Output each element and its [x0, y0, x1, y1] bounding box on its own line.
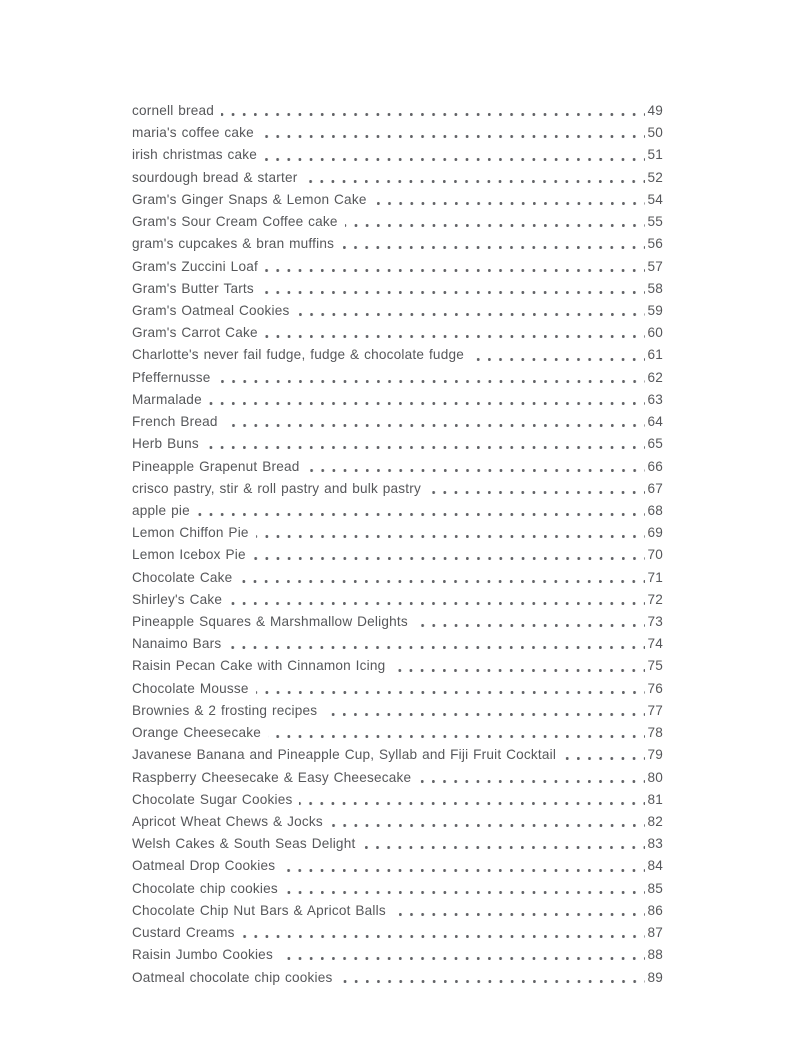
toc-entry-title: Gram's Butter Tarts: [132, 280, 254, 296]
dot-leader: [340, 967, 646, 989]
toc-entry-title: Gram's Sour Cream Coffee cake: [132, 214, 338, 230]
toc-entry-page-number: 61: [647, 347, 663, 363]
dot-leader: [239, 567, 645, 589]
dot-leader: [418, 767, 645, 789]
toc-entry: [132, 878, 663, 900]
dot-leader: [256, 522, 645, 544]
toc-entry: [132, 678, 663, 700]
toc-entry-page-number: 83: [647, 836, 663, 852]
toc-entry-page-number: 89: [647, 969, 663, 985]
toc-entry-title: sourdough bread & starter: [132, 169, 298, 185]
dot-leader: [304, 167, 645, 189]
toc-entry-title: Herb Buns: [132, 436, 199, 452]
toc-entry: [132, 433, 663, 455]
toc-entry: [132, 100, 663, 122]
toc-entry: [132, 300, 663, 322]
toc-entry-title: Raisin Jumbo Cookies: [132, 947, 273, 963]
toc-entry-title: Orange Cheesecake: [132, 725, 261, 741]
dot-leader: [253, 544, 645, 566]
toc-entry: [132, 611, 663, 633]
toc-entry-page-number: 55: [647, 214, 663, 230]
toc-entry-title: Chocolate chip cookies: [132, 880, 278, 896]
toc-entry-title: Shirley's Cake: [132, 591, 223, 607]
toc-entry-title: Gram's Ginger Snaps & Lemon Cake: [132, 191, 367, 207]
dot-leader: [206, 433, 645, 455]
dot-leader: [393, 900, 645, 922]
toc-entry-page-number: 68: [647, 502, 663, 518]
toc-entry-title: gram's cupcakes & bran muffins: [132, 236, 335, 252]
dot-leader: [297, 300, 645, 322]
toc-entry-page-number: 78: [647, 725, 663, 741]
toc-entry-page-number: 86: [647, 902, 663, 918]
toc-entry: [132, 789, 663, 811]
toc-entry-title: cornell bread: [132, 103, 215, 118]
toc-entry-page-number: 62: [647, 369, 663, 385]
dot-leader: [345, 211, 645, 233]
dot-leader: [330, 811, 645, 833]
dot-leader: [285, 878, 645, 900]
toc-entry-title: Pfeffernusse: [132, 369, 211, 385]
toc-entry-title: Oatmeal Drop Cookies: [132, 858, 276, 874]
toc-entry: [132, 811, 663, 833]
dot-leader: [307, 456, 645, 478]
table-of-contents-list: [132, 100, 663, 989]
dot-leader: [265, 256, 645, 278]
dot-leader: [392, 655, 645, 677]
toc-entry-title: Pineapple Grapenut Bread: [132, 458, 300, 474]
toc-entry-page-number: 71: [647, 569, 663, 585]
toc-entry: [132, 522, 663, 544]
dot-leader: [282, 855, 645, 877]
dot-leader: [563, 744, 645, 766]
toc-entry-page-number: 54: [647, 191, 663, 207]
toc-entry-page-number: 80: [647, 769, 663, 785]
toc-entry: [132, 189, 663, 211]
dot-leader: [209, 389, 645, 411]
dot-leader: [261, 278, 645, 300]
toc-entry-page-number: 60: [647, 325, 663, 341]
toc-entry-title: Lemon Chiffon Pie: [132, 525, 249, 541]
toc-entry: [132, 122, 663, 144]
toc-entry: [132, 256, 663, 278]
toc-entry: [132, 633, 663, 655]
toc-entry: [132, 478, 663, 500]
dot-leader: [268, 722, 645, 744]
toc-entry: [132, 278, 663, 300]
toc-entry: [132, 722, 663, 744]
toc-entry-page-number: 67: [647, 480, 663, 496]
toc-entry-page-number: 52: [647, 169, 663, 185]
dot-leader: [299, 789, 645, 811]
toc-entry: [132, 744, 663, 766]
dot-leader: [362, 833, 645, 855]
toc-entry-title: Custard Creams: [132, 925, 235, 941]
toc-entry-title: Gram's Zuccini Loaf: [132, 258, 258, 274]
toc-entry-title: Chocolate Mousse: [132, 680, 249, 696]
toc-entry-title: Chocolate Sugar Cookies: [132, 791, 293, 807]
toc-entry: [132, 411, 663, 433]
toc-entry-page-number: 79: [647, 747, 663, 763]
toc-entry-title: Lemon Icebox Pie: [132, 547, 246, 563]
toc-entry-page-number: 72: [647, 591, 663, 607]
toc-entry-title: Chocolate Cake: [132, 569, 233, 585]
dot-leader: [374, 189, 645, 211]
dot-leader: [264, 144, 645, 166]
dot-leader: [428, 478, 645, 500]
toc-entry-title: Brownies & 2 frosting recipes: [132, 702, 318, 718]
toc-entry-title: crisco pastry, stir & roll pastry and bulk pastry: [132, 480, 421, 496]
toc-entry-page-number: 76: [647, 680, 663, 696]
toc-entry-page-number: 81: [647, 791, 663, 807]
toc-entry: [132, 567, 663, 589]
toc-entry: [132, 589, 663, 611]
dot-leader: [197, 500, 645, 522]
toc-entry-title: maria's coffee cake: [132, 125, 254, 141]
toc-entry: [132, 700, 663, 722]
dot-leader: [228, 633, 645, 655]
toc-entry-title: Raspberry Cheesecake & Easy Cheesecake: [132, 769, 412, 785]
toc-entry-title: Pineapple Squares & Marshmallow Delights: [132, 614, 408, 630]
toc-entry: [132, 389, 663, 411]
dot-leader: [265, 322, 645, 344]
toc-entry-page-number: 64: [647, 414, 663, 430]
toc-entry-title: Gram's Oatmeal Cookies: [132, 302, 290, 318]
dot-leader: [280, 944, 645, 966]
toc-entry-page-number: 58: [647, 280, 663, 296]
toc-entry: [132, 322, 663, 344]
dot-leader: [218, 367, 645, 389]
toc-entry-title: Gram's Carrot Cake: [132, 325, 258, 341]
toc-entry: [132, 855, 663, 877]
toc-entry-title: Charlotte's never fail fudge, fudge & chocolate fudge: [132, 347, 464, 363]
toc-entry-page-number: 49: [647, 103, 663, 118]
dot-leader: [415, 611, 645, 633]
toc-entry-page-number: 51: [647, 147, 663, 163]
toc-entry-title: Apricot Wheat Chews & Jocks: [132, 814, 323, 829]
toc-entry: [132, 833, 663, 855]
toc-entry-page-number: 50: [647, 125, 663, 141]
toc-entry-page-number: 65: [647, 436, 663, 452]
dot-leader: [229, 589, 645, 611]
toc-entry-page-number: 88: [647, 947, 663, 963]
dot-leader: [242, 922, 645, 944]
toc-entry-title: Nanaimo Bars: [132, 636, 222, 652]
toc-entry: [132, 211, 663, 233]
toc-entry-page-number: 66: [647, 458, 663, 474]
toc-entry-page-number: 57: [647, 258, 663, 274]
toc-entry-page-number: 56: [647, 236, 663, 252]
toc-entry-page-number: 74: [647, 636, 663, 652]
toc-entry-title: French Bread: [132, 414, 218, 430]
toc-entry-page-number: 69: [647, 525, 663, 541]
dot-leader: [221, 100, 645, 122]
toc-entry: [132, 167, 663, 189]
toc-entry-page-number: 63: [647, 391, 663, 407]
toc-entry-title: apple pie: [132, 502, 190, 518]
toc-entry-title: Welsh Cakes & South Seas Delight: [132, 836, 356, 852]
toc-entry: [132, 344, 663, 366]
toc-entry: [132, 655, 663, 677]
toc-entry: [132, 544, 663, 566]
toc-entry: [132, 922, 663, 944]
toc-entry: [132, 967, 663, 989]
toc-entry-title: irish christmas cake: [132, 147, 258, 163]
dot-leader: [324, 700, 645, 722]
toc-entry-title: Oatmeal chocolate chip cookies: [132, 969, 333, 985]
toc-entry-page-number: 70: [647, 547, 663, 563]
toc-entry: [132, 456, 663, 478]
toc-entry-title: Chocolate Chip Nut Bars & Apricot Balls: [132, 902, 386, 918]
toc-entry-page-number: 73: [647, 614, 663, 630]
dot-leader: [471, 344, 645, 366]
toc-entry-page-number: 59: [647, 302, 663, 318]
toc-entry: [132, 500, 663, 522]
toc-entry: [132, 767, 663, 789]
toc-entry-title: Raisin Pecan Cake with Cinnamon Icing: [132, 658, 386, 674]
toc-entry-title: Marmalade: [132, 391, 202, 407]
dot-leader: [256, 678, 645, 700]
toc-entry-page-number: 75: [647, 658, 663, 674]
dot-leader: [225, 411, 645, 433]
toc-entry: [132, 233, 663, 255]
toc-entry-page-number: 87: [647, 925, 663, 941]
toc-entry-page-number: 84: [647, 858, 663, 874]
toc-entry: [132, 900, 663, 922]
dot-leader: [261, 122, 645, 144]
dot-leader: [341, 233, 645, 255]
toc-entry-page-number: 82: [647, 814, 663, 829]
toc-entry-page-number: 85: [647, 880, 663, 896]
toc-entry-page-number: 77: [647, 702, 663, 718]
toc-entry-title: Javanese Banana and Pineapple Cup, Syllab and Fiji Fruit Cocktail: [132, 747, 557, 763]
toc-entry: [132, 367, 663, 389]
toc-entry: [132, 944, 663, 966]
toc-entry: [132, 144, 663, 166]
